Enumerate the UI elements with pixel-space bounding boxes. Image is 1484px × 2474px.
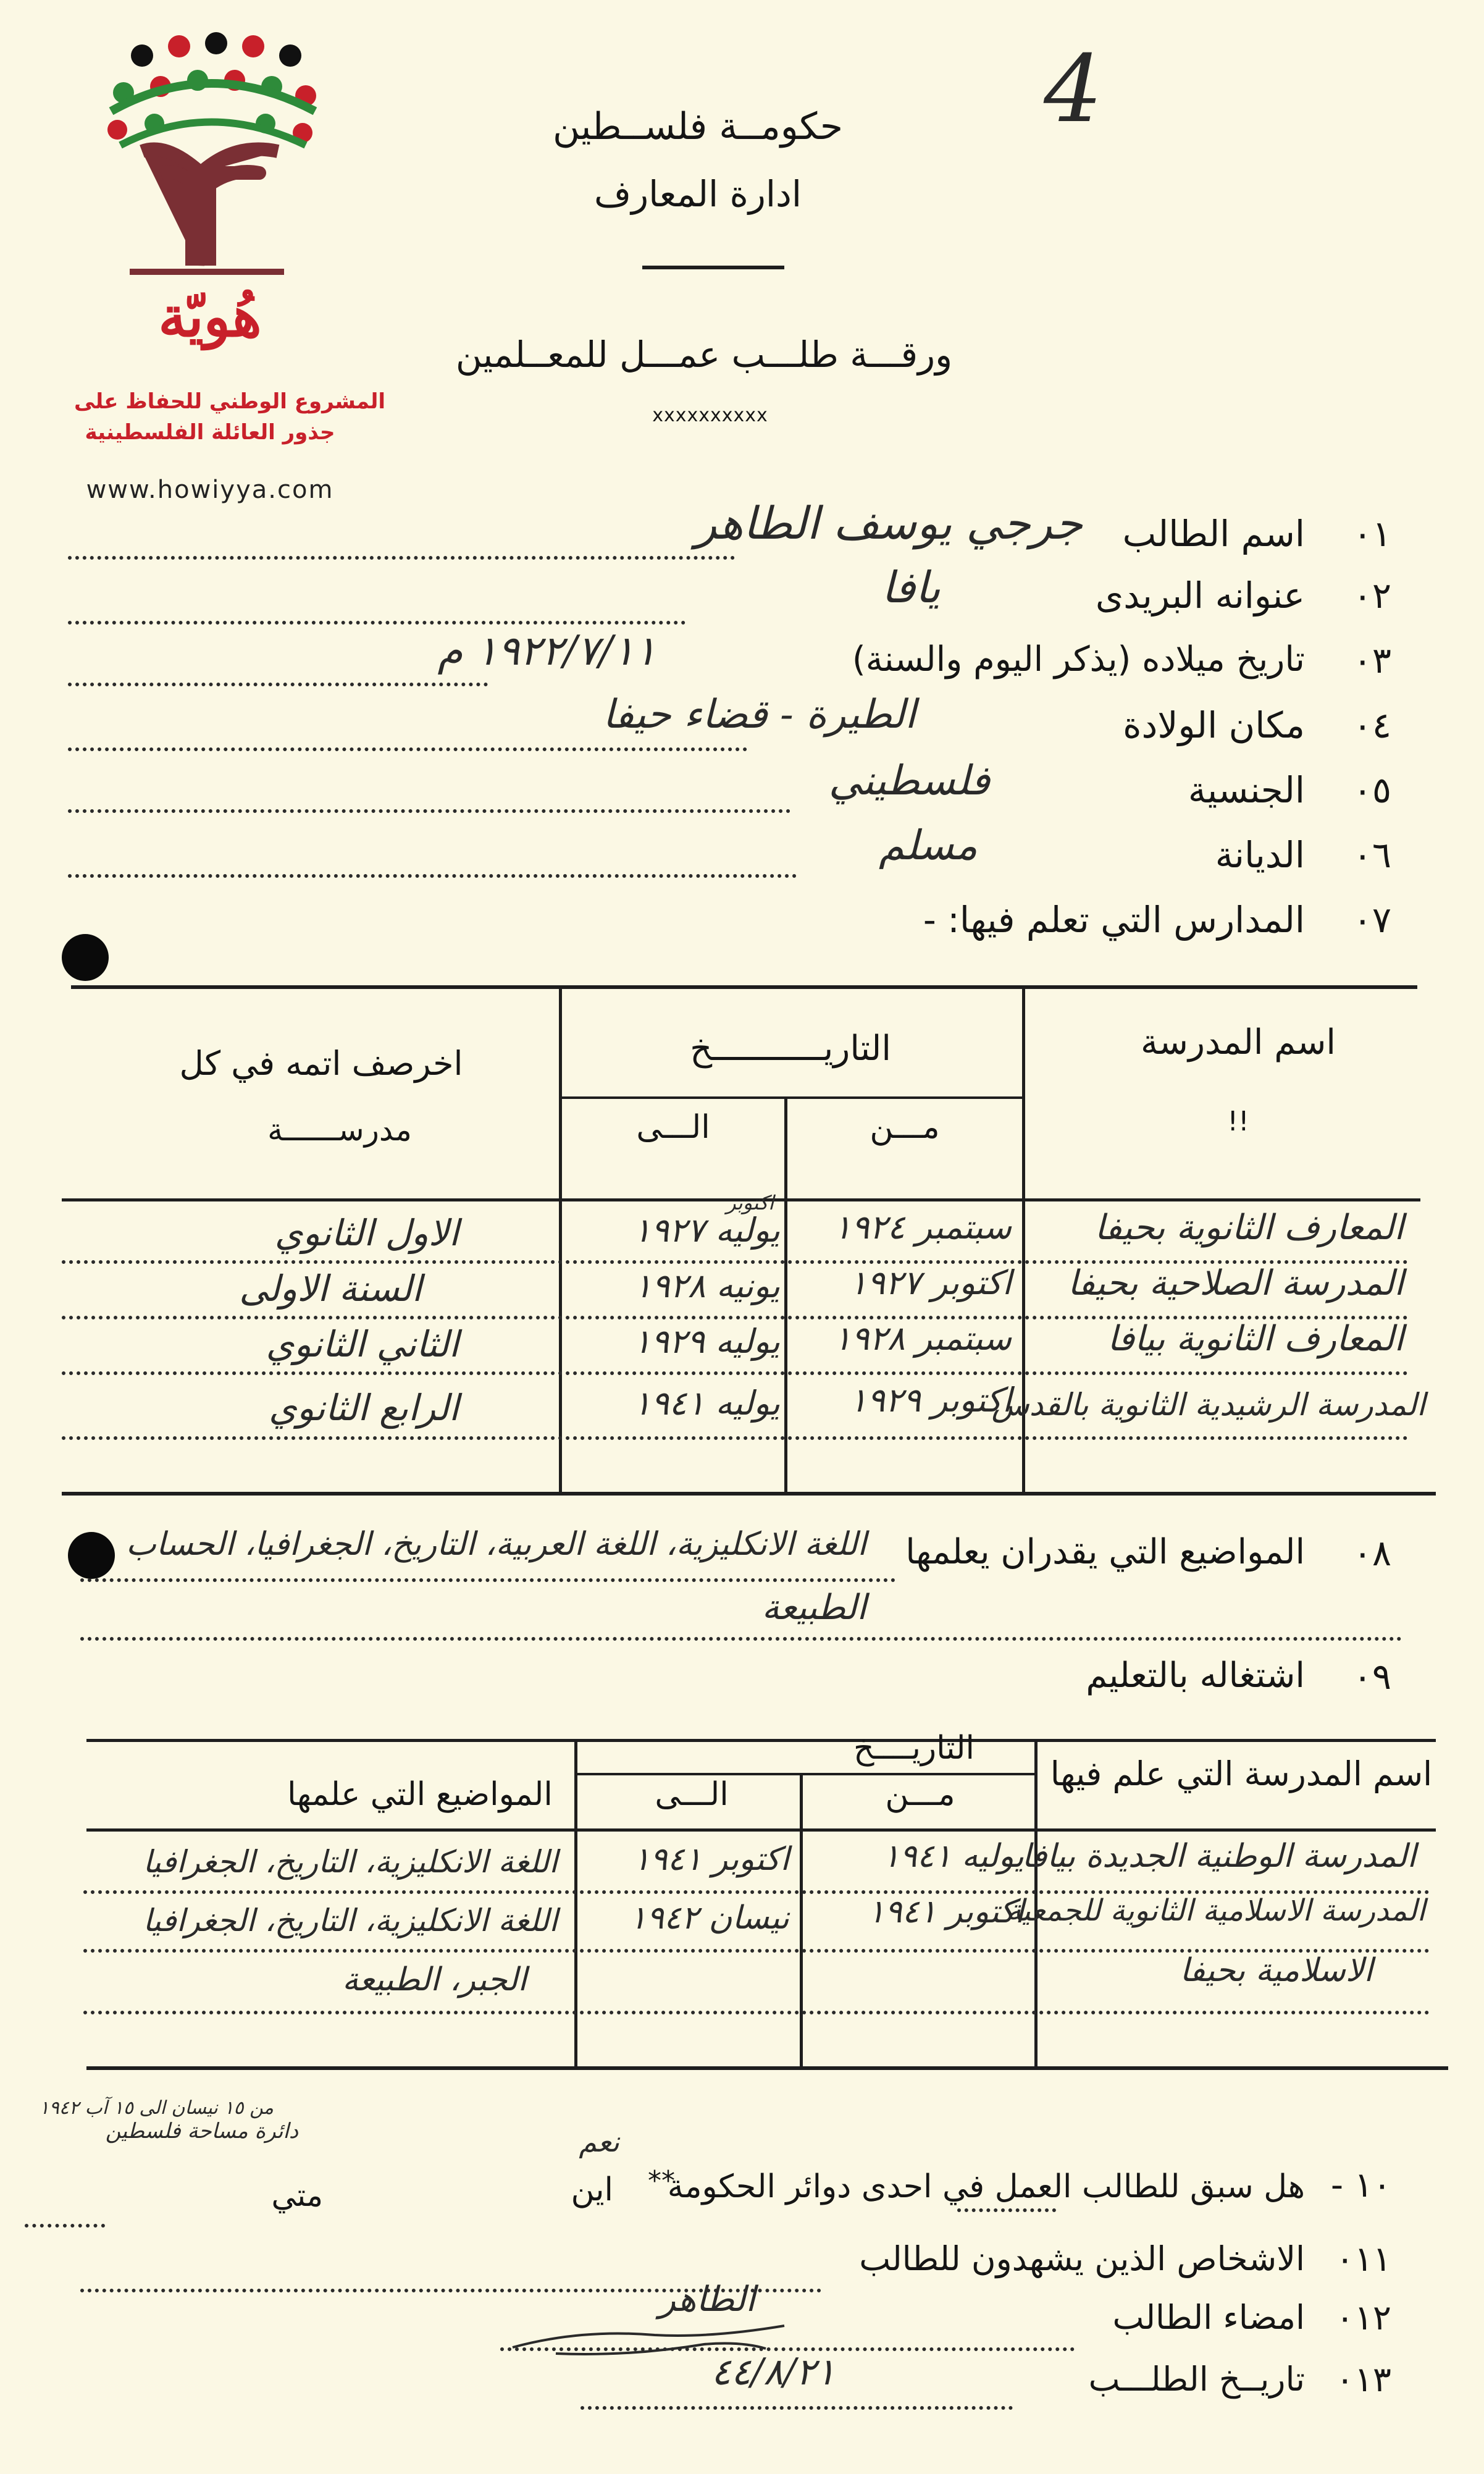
header-from: مـــن (870, 1109, 940, 1146)
from-cell[interactable]: يوليه ١٩٤١ (882, 1838, 1024, 1875)
header-school-mark: !! (1227, 1106, 1249, 1137)
field-label: عنوانه البريدى (1095, 574, 1305, 616)
header-subjects: المواضيع التي علمها (287, 1776, 553, 1813)
page-number: 4 (1044, 36, 1103, 143)
date-subheader-border (577, 1773, 1034, 1775)
from-cell[interactable]: اكتوبر ١٩٢٩ (849, 1381, 1012, 1420)
date-subheader-border (562, 1096, 1022, 1099)
field-num: ٠٢ (1352, 574, 1391, 616)
dotted-line (80, 1637, 1402, 1641)
field-label: المواضيع التي يقدران يعلمها (905, 1532, 1305, 1572)
punch-hole (62, 934, 109, 981)
field-value[interactable]: جرجي يوسف الطاهر (695, 497, 1083, 549)
from-cell[interactable]: اكتوبر ١٩٤١ (867, 1893, 1024, 1930)
school-cell[interactable]: المدرسة الاسلامية الثانوية للجمعية (1006, 1893, 1425, 1928)
field-value-continued[interactable]: الطبيعة (761, 1588, 866, 1628)
subjects-cell[interactable]: اللغة الانكليزية، التاريخ، الجغرافيا (143, 1903, 558, 1938)
last-class-cell[interactable]: الاول الثانوي (274, 1212, 459, 1254)
dotted-line (68, 809, 790, 813)
dotted-line (83, 2011, 1430, 2014)
dotted-line (68, 747, 747, 751)
column-divider (784, 1096, 787, 1495)
dotted-line (62, 1371, 1408, 1375)
header-school-name: اسم المدرسة التي علم فيها (1050, 1754, 1433, 1793)
to-cell[interactable]: نيسان ١٩٤٢ (629, 1900, 789, 1937)
field-label: تاريخ ميلاده (يذكر اليوم والسنة) (852, 639, 1305, 680)
school-cell[interactable]: المدرسة الوطنية الجديدة بيافا (1021, 1838, 1416, 1875)
field-num: ٠١١ (1335, 2239, 1391, 2279)
to-cell-note[interactable]: اكتوبر (726, 1191, 774, 1214)
field-num: ١٠ - (1330, 2165, 1391, 2205)
form-title: ورقـــة طلـــب عمـــل للمعــلمين (455, 334, 953, 376)
logo-line-2: جذور العائلة الفلسطينية (85, 420, 335, 445)
header-to: الـــى (636, 1109, 710, 1146)
when-value[interactable]: من ١٥ نيسان الى ١٥ آب ١٩٤٢ (39, 2097, 274, 2119)
field-answer[interactable]: نعم (579, 2125, 619, 2158)
dotted-line (80, 1578, 895, 1582)
header-date: التاريـــــــــــخ (690, 1029, 891, 1069)
school-cell[interactable]: المعارف الثانوية بحيفا (1094, 1208, 1404, 1248)
field-value[interactable]: الطيرة - قضاء حيفا (602, 692, 916, 738)
title-ornament: xxxxxxxxxx (652, 405, 768, 426)
field-value[interactable]: مسلم (878, 822, 978, 869)
header-to: الـــى (655, 1776, 729, 1813)
field-value[interactable]: ١٩٢٢/٧/١١ م (437, 627, 656, 675)
header-school-name: اسم المدرسة (1141, 1022, 1336, 1062)
table-top-border (71, 985, 1417, 989)
school-cell[interactable]: المعارف الثانوية بيافا (1107, 1319, 1404, 1359)
field-mark: ** (648, 2165, 675, 2197)
school-cell[interactable]: المدرسة الصلاحية بحيفا (1067, 1263, 1404, 1303)
field-label: امضاء الطالب (1112, 2298, 1305, 2337)
column-divider (559, 985, 562, 1495)
subjects-cell[interactable]: الجبر، الطبيعة (342, 1961, 527, 1998)
table-header-border (86, 1828, 1436, 1832)
school-cell[interactable]: الاسلامية بحيفا (1180, 1952, 1373, 1989)
field-num: ٠٣ (1352, 639, 1391, 681)
howiyya-logo (74, 19, 386, 513)
from-cell[interactable]: سبتمبر ١٩٢٤ (833, 1208, 1012, 1247)
field-label: الجنسية (1188, 769, 1305, 811)
field-num: ٠١٣ (1335, 2360, 1391, 2400)
where-value[interactable]: دائرة مساحة فلسطين (105, 2119, 298, 2144)
to-cell[interactable]: يوليه ١٩٢٧ (633, 1211, 780, 1250)
field-num: ٠٤ (1352, 704, 1391, 746)
field-value[interactable]: ٤٤/٨/٢١ (711, 2350, 836, 2394)
where-label: اين (571, 2171, 613, 2208)
subjects-cell[interactable]: اللغة الانكليزية، التاريخ، الجغرافيا (143, 1844, 558, 1880)
header-last-class: اخرصف اتمه في كل (179, 1044, 463, 1083)
field-num: ٠٩ (1352, 1656, 1391, 1698)
to-cell[interactable]: يونيه ١٩٢٨ (634, 1266, 780, 1305)
family-tree-icon (74, 19, 346, 278)
department-title: ادارة المعارف (594, 173, 802, 215)
header-from: مـــن (885, 1776, 955, 1813)
field-label: مكان الولادة (1123, 704, 1305, 746)
header-divider (642, 266, 784, 269)
last-class-cell[interactable]: الثاني الثانوي (266, 1323, 459, 1365)
field-num: ٠٦ (1352, 834, 1391, 876)
dotted-line (62, 1436, 1408, 1440)
field-num: ٠٥ (1352, 769, 1391, 811)
field-num: ٠١٢ (1335, 2298, 1391, 2338)
field-value[interactable]: اللغة الانكليزية، اللغة العربية، التاريخ، الجغرافيا، الحساب (125, 1526, 866, 1563)
dotted-line (68, 683, 488, 686)
logo-brand: هُويّة (158, 284, 262, 350)
table-bottom-border (86, 2066, 1448, 2070)
column-divider (800, 1773, 803, 2069)
field-label: المدارس التي تعلم فيها: - (923, 899, 1305, 941)
from-cell[interactable]: اكتوبر ١٩٢٧ (849, 1263, 1012, 1302)
field-label: الديانة (1215, 834, 1305, 876)
header-last-class-sub: مدرســــــة (267, 1112, 412, 1148)
last-class-cell[interactable]: الرابع الثانوي (269, 1387, 459, 1429)
dotted-line (68, 556, 735, 560)
table-top-border (86, 1739, 1436, 1742)
government-title: حكومــة فلســطين (553, 105, 843, 148)
from-cell[interactable]: سبتمبر ١٩٢٨ (833, 1319, 1012, 1358)
dotted-line (581, 2406, 1013, 2410)
field-label: اشتغاله بالتعليم (1086, 1656, 1305, 1696)
dotted-line (68, 874, 797, 878)
field-num: ٠١ (1352, 513, 1391, 555)
dotted-line (25, 2224, 105, 2228)
last-class-cell[interactable]: السنة الاولى (239, 1268, 422, 1310)
field-value[interactable]: فلسطيني (828, 757, 990, 804)
dotted-line (68, 621, 685, 625)
signature-text[interactable]: الطاهر (658, 2279, 755, 2320)
dotted-line (957, 2208, 1056, 2212)
field-label: تاريــخ الطلـــب (1088, 2360, 1305, 2399)
field-num: ٠٧ (1352, 899, 1391, 941)
field-value[interactable]: يافا (881, 562, 941, 613)
table-bottom-border (62, 1492, 1436, 1496)
field-num: ٠٨ (1352, 1532, 1391, 1574)
logo-url[interactable]: www.howiyya.com (86, 476, 334, 504)
logo-line-1: المشروع الوطني للحفاظ على (74, 389, 386, 414)
to-cell[interactable]: يوليه ١٩٢٩ (633, 1322, 780, 1361)
field-label: الاشخاص الذين يشهدون للطالب (859, 2239, 1305, 2278)
field-label: هل سبق للطالب العمل في احدى دوائر الحكومة (667, 2168, 1305, 2205)
school-cell[interactable]: المدرسة الرشيدية الثانوية بالقدس (991, 1387, 1425, 1423)
to-cell[interactable]: اكتوبر ١٩٤١ (632, 1841, 789, 1878)
when-label: متي (271, 2177, 323, 2213)
to-cell[interactable]: يوليه ١٩٤١ (633, 1384, 780, 1423)
field-label: اسم الطالب (1122, 513, 1305, 555)
header-date: التاريــــخ (853, 1730, 975, 1767)
punch-hole (68, 1532, 115, 1579)
